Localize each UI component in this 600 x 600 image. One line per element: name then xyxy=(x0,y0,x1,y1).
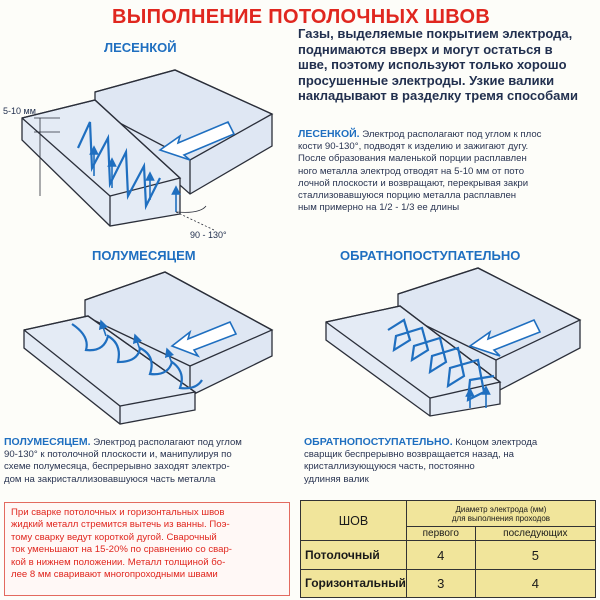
intro-line: поднимаются вверх и могут остаться в xyxy=(298,41,553,57)
reverse-diagram xyxy=(326,268,580,416)
crescent-line: дом на закристаллизовавшуюся часть металла xyxy=(4,473,216,485)
header-diameter-title: Диаметр электрода (мм) xyxy=(455,504,547,514)
note-line: жидкий металл стремится вытечь из ванны. Поэ- xyxy=(11,519,230,531)
header-seam: ШОВ xyxy=(301,501,407,541)
row-next: 5 xyxy=(475,541,595,569)
row-name: Потолочный xyxy=(301,541,407,569)
crescent-line: схеме полумесяца, беспрерывно заходят электро- xyxy=(4,461,230,473)
intro-line: просушенные электроды. Узкие валики xyxy=(298,72,555,88)
crescent-line: Электрод располагают под углом xyxy=(90,437,242,448)
reverse-line: кристаллизующуюся часть, постоянно xyxy=(304,461,475,473)
crescent-line: 90-130° к потолочной плоскости и, манипулируя по xyxy=(4,449,232,461)
intro-line: накладывают в разделку тремя способами xyxy=(298,88,578,103)
ladder-line: Электрод располагают под углом к плос xyxy=(359,129,542,140)
note-line: кой в нижнем положении. Металл толщиной бо- xyxy=(11,556,226,568)
header-next: последующих xyxy=(475,527,595,541)
ladder-line: сталлизовавшуюся порцию металла расплавлен xyxy=(298,190,517,202)
reverse-label: ОБРАТНОПОСТУПАТЕЛЬНО xyxy=(340,248,521,263)
crescent-lead: ПОЛУМЕСЯЦЕМ. xyxy=(4,436,91,448)
crescent-diagram xyxy=(24,272,272,424)
reverse-line: сварщик беспрерывно возвращается назад, на xyxy=(304,449,514,461)
note-line: ток уменьшают на 15-20% по сравнению со свар- xyxy=(11,544,232,556)
row-first: 4 xyxy=(406,541,475,569)
ladder-offset-label: 5-10 мм xyxy=(3,106,36,116)
note-line: При сварке потолочных и горизонтальных швов xyxy=(11,507,225,518)
ladder-diagram xyxy=(22,70,272,230)
ladder-line: лочной плоскости и возвращают, перекрывая закри xyxy=(298,177,529,189)
ladder-line: ного металла электрод отводят на 5-10 мм от пото xyxy=(298,165,525,177)
header-diameter-sub: для выполнения проходов xyxy=(451,513,551,523)
ladder-angle-label: 90 - 130° xyxy=(190,230,227,240)
intro-line: Газы, выделяемые покрытием электрода, xyxy=(298,26,573,41)
ladder-line: кости 90-130°, подводят к изделию и зажигают дугу. xyxy=(298,141,529,153)
reverse-line: Концом электрода xyxy=(452,437,538,448)
page-title: ВЫПОЛНЕНИЕ ПОТОЛОЧНЫХ ШВОВ xyxy=(112,6,491,28)
reverse-lead: ОБРАТНОПОСТУПАТЕЛЬНО. xyxy=(304,436,453,448)
note-line: тому сварку ведут короткой дугой. Сварочный xyxy=(11,531,217,543)
ladder-lead: ЛЕСЕНКОЙ. xyxy=(298,128,360,140)
row-first: 3 xyxy=(406,569,475,597)
ladder-line: После образования маленькой порции расплавлен xyxy=(298,153,527,165)
header-first: первого xyxy=(406,527,475,541)
note-line: лее 8 мм сваривают многопроходными швами xyxy=(11,569,218,581)
row-next: 4 xyxy=(475,569,595,597)
ladder-line: ным примерно на 1/2 - 1/3 ее длины xyxy=(298,202,460,214)
reverse-line: удлиняя валик xyxy=(304,473,369,485)
intro-line: шве, поэтому используют только хорошо xyxy=(298,57,567,72)
crescent-label: ПОЛУМЕСЯЦЕМ xyxy=(92,248,196,263)
ladder-label: ЛЕСЕНКОЙ xyxy=(104,40,177,55)
row-name: Горизонтальный xyxy=(301,569,407,597)
